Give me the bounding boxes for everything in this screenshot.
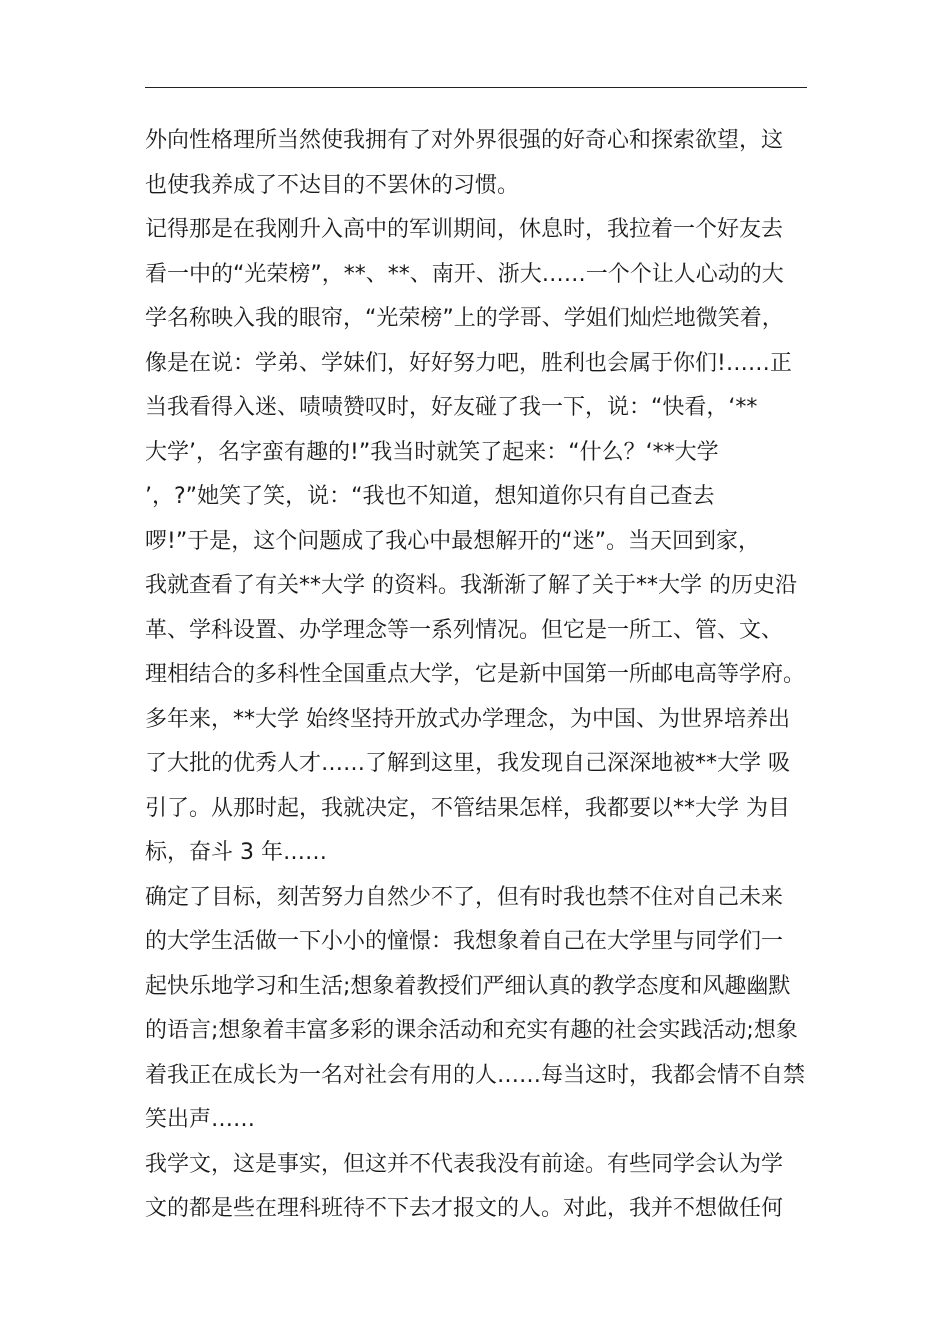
- text-line: 我就查看了有关**大学 的资料。我渐渐了解了关于**大学 的历史沿: [145, 573, 797, 598]
- text-line: 确定了目标，刻苦努力自然少不了，但有时我也禁不住对自己未来: [145, 884, 784, 910]
- text-line: 笑出声……: [145, 1107, 256, 1132]
- text-line: 当我看得入迷、啧啧赞叹时，好友碰了我一下，说：“快看，‘**: [145, 395, 758, 420]
- text-line: 文的都是些在理科班待不下去才报文的人。对此，我并不想做任何: [145, 1196, 784, 1221]
- text-line: 革、学科设置、办学理念等一系列情况。但它是一所工、管、文、: [145, 617, 784, 643]
- text-line: ’，?”她笑了笑，说：“我也不知道，想知道你只有自己查去: [145, 484, 715, 509]
- text-line: 记得那是在我刚升入高中的军训期间，休息时，我拉着一个好友去: [145, 217, 784, 242]
- header-rule: [145, 87, 807, 88]
- text-line: 着我正在成长为一名对社会有用的人……每当这时，我都会情不自禁: [145, 1062, 806, 1088]
- text-line: 理相结合的多科性全国重点大学，它是新中国第一所邮电高等学府。: [145, 662, 806, 687]
- text-line: 了大批的优秀人才……了解到这里，我发现自己深深地被**大学 吸: [145, 751, 790, 776]
- text-line: 学名称映入我的眼帘，“光荣榜”上的学哥、学姐们灿烂地微笑着，: [145, 306, 784, 331]
- text-line: 像是在说：学弟、学妹们，好好努力吧，胜利也会属于你们!……正: [145, 350, 792, 376]
- text-line: 我学文，这是事实，但这并不代表我没有前途。有些同学会认为学: [145, 1151, 784, 1177]
- text-line: 也使我养成了不达目的不罢休的习惯。: [145, 172, 520, 198]
- text-line: 标，奋斗 3 年……: [145, 840, 327, 865]
- text-line: 看一中的“光荣榜”，**、**、南开、浙大……一个个让人心动的大: [145, 261, 784, 287]
- text-line: 多年来，**大学 始终坚持开放式办学理念，为中国、为世界培养出: [145, 706, 790, 732]
- text-line: 的语言;想象着丰富多彩的课余活动和充实有趣的社会实践活动;想象: [145, 1018, 798, 1043]
- text-line: 引了。从那时起，我就决定，不管结果怎样，我都要以**大学 为目: [145, 795, 790, 821]
- text-line: 外向性格理所当然使我拥有了对外界很强的好奇心和探索欲望，这: [145, 128, 784, 153]
- text-line: 大学’，名字蛮有趣的!”我当时就笑了起来：“什么？‘**大学: [145, 439, 719, 465]
- text-line: 的大学生活做一下小小的憧憬：我想象着自己在大学里与同学们一: [145, 929, 784, 954]
- text-line: 啰!”于是，这个问题成了我心中最想解开的“迷”。当天回到家，: [145, 528, 761, 554]
- text-line: 起快乐地学习和生活;想象着教授们严细认真的教学态度和风趣幽默: [145, 973, 791, 999]
- body-text: [145, 119, 811, 1232]
